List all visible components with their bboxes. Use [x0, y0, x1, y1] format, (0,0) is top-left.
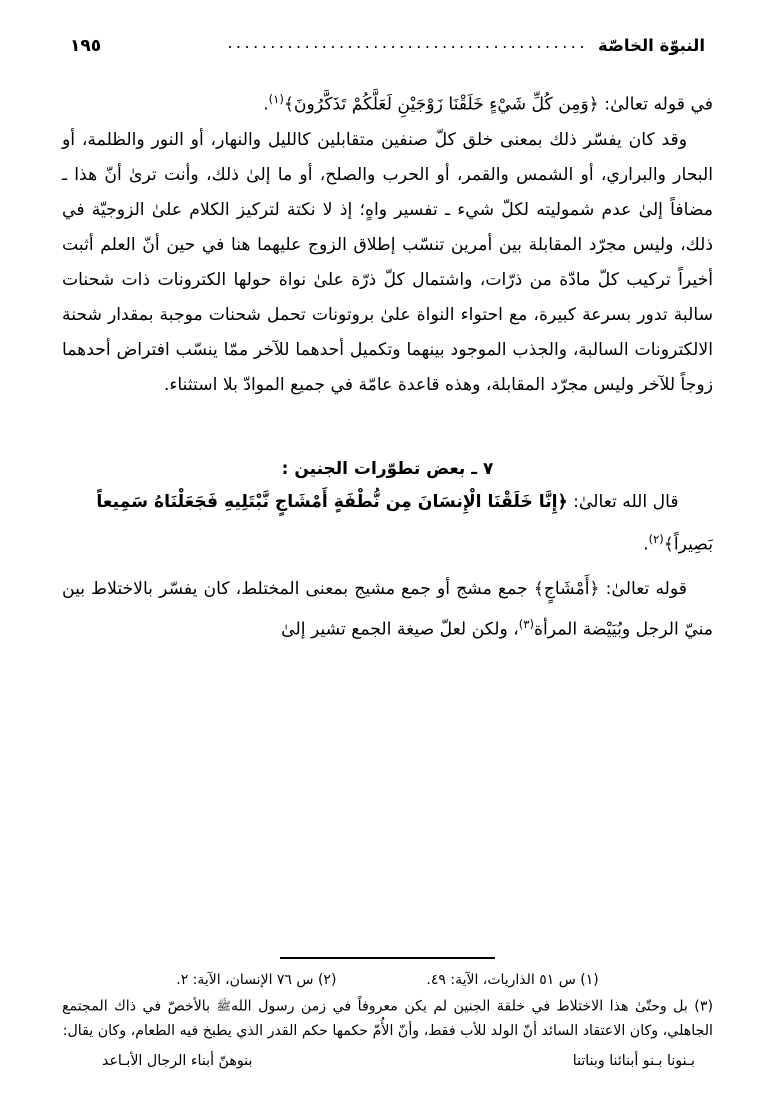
sallallahu-icon: ﷺ: [216, 998, 232, 1013]
verse-end: .: [643, 534, 649, 555]
paragraph-1-text: في قوله تعالىٰ: ﴿وَمِن كُلِّ شَيْءٍ خَلَقْنَا زَوْجَيْنِ لَعَلَّكُمْ تَذَكَّرُونَ﴾: [283, 94, 713, 115]
poem-hemistich-right: بـنونا بـنو أبنائنا وبناتنا: [572, 1053, 695, 1069]
footnote-ref-3: (٣): [518, 617, 534, 632]
main-body: [62, 82, 713, 403]
header-title: النبوّة الخاصّة: [597, 36, 705, 55]
verse-text: ﴿إِنَّا خَلَقْنَا الْإِنسَانَ مِن نُّطْفَةٍ أَمْشَاجٍ نَّبْتَلِيهِ فَجَعَلْنَاهُ سَمِيعاً: [96, 491, 568, 512]
paragraph-3-a: قوله تعالىٰ: ﴿أَمْشَاجٍ﴾ جمع مشج أو جمع مشيج بمعنى المختلط، كان يفسّر بالاختلاط بين منيّ الرجل وبُيَيْضة المرأة: [62, 579, 713, 641]
verse-line-1: [62, 485, 713, 520]
footnote-3: [62, 994, 713, 1045]
footnote-2: (٢) س ٧٦ الإنسان، الآية: ٢.: [176, 971, 337, 988]
verse-lead: قال الله تعالىٰ:: [573, 491, 679, 512]
paragraph-amshaj: [62, 572, 713, 648]
verse-tail-text: بَصِيراً﴾: [663, 534, 713, 555]
poem-hemistich-left: بنوهنّ أبناء الرجال الأبـاعد: [102, 1053, 253, 1069]
paragraph-1-end: .: [263, 94, 269, 115]
page-header: [62, 36, 713, 56]
footnote-3-part-b: بالأخصّ في ذاك المجتمع الجاهلي، وكان الاعتقاد السائد أنّ الولد للأب فقط، وأنّ الأُمّ حكمها حكم القدر الذي يطبخ فيه الطعام، وكان يقال:: [62, 998, 713, 1039]
page-number: ١٩٥: [70, 36, 102, 56]
paragraph-quran-intro: [62, 82, 713, 123]
verse-line-2: [62, 522, 713, 563]
footnote-ref-1: (١): [268, 92, 284, 106]
footnote-poem: [62, 1048, 713, 1074]
main-body-2: [62, 572, 713, 648]
footnote-divider: [280, 957, 495, 959]
paragraph-3-b: ، ولكن لعلّ صيغة الجمع تشير إلىٰ: [281, 620, 519, 641]
footnote-3-part-a: (٣) بل وحتّىٰ هذا الاختلاط في خلقة الجنين لم يكن معروفاً في زمن رسول الله: [231, 998, 714, 1014]
footnote-row-short: [62, 968, 713, 992]
header-dot-leader: ..........................................: [227, 35, 588, 51]
footnote-ref-2: (٢): [648, 531, 664, 546]
paragraph-explanation: وقد كان يفسّر ذلك بمعنى خلق كلّ صنفين متقابلين كالليل والنهار، أو النور والظلمة، أو البحار والبراري، أو الشمس والقمر، أو الحرب والصلح، أو ما إلىٰ ذلك، وأنت ترىٰ أنّ هذا ـ مضافاً إلىٰ عدم شموليته لكلّ شيء ـ تفسير واهٍ؛ إذ لا نكتة لتركيز الكلام علىٰ الزوجيّة في ذلك، وليس مجرّد المقابلة بين أمرين تنسّب إطلاق الزوج عليهما هنا في حين أنّ العلم أثبت أخيراً تركيب كلّ مادّة من ذرّات، واشتمال كلّ ذرّة علىٰ نواة حولها الكترونات ذات شحنات سالبة تدور بسرعة كبيرة، مع احتواء النواة علىٰ بروتونات تحمل شحنات موجبة بمقدار شحنة الالكترونات السالبة، والجذب الموجود بينهما وتكميل أحدهما للآخر ممّا ينسّب افتراض أحدهما زوجاً للآخر وليس مجرّد المقابلة، وهذه قاعدة عامّة في جميع الموادّ بلا استثناء.: [62, 129, 713, 395]
footnote-area: [62, 957, 713, 1075]
section-heading: ٧ ـ بعض تطوّرات الجنين :: [281, 458, 494, 479]
footnote-1: (١) س ٥١ الذاريات، الآية: ٤٩.: [426, 971, 599, 988]
